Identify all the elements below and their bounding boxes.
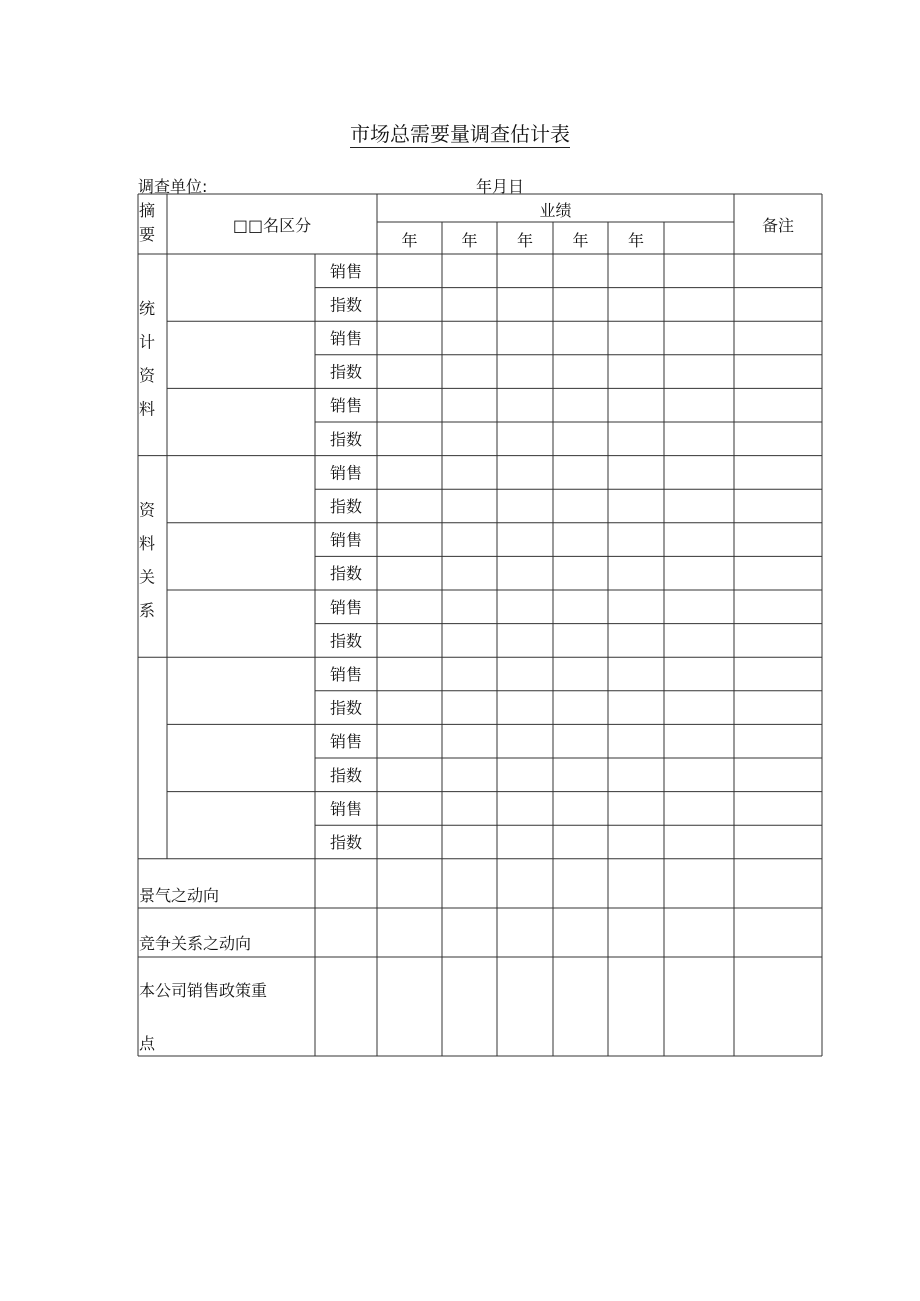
title-text: 市场总需要量调查估计表: [350, 122, 570, 146]
sales-label: 销售: [329, 329, 363, 348]
index-label: 指数: [329, 833, 363, 852]
index-label: 指数: [329, 698, 363, 718]
sales-label: 销售: [329, 463, 363, 483]
sales-label: 销售: [329, 530, 363, 550]
group-label-char: 料: [139, 534, 156, 554]
bottom-row-label: 本公司销售政策重: [139, 981, 268, 1000]
group-label-char: 料: [139, 399, 156, 419]
sales-label: 销售: [329, 732, 363, 752]
remarks-header: 备注: [761, 216, 795, 235]
index-label: 指数: [329, 631, 363, 651]
performance-header: 业绩: [539, 201, 572, 220]
group-label-char: 系: [139, 601, 156, 621]
bottom-row-label: 景气之动向: [139, 886, 220, 905]
sales-label: 销售: [329, 597, 363, 617]
index-label: 指数: [329, 497, 363, 516]
group-label-char: 统: [139, 299, 156, 318]
sales-label: 销售: [329, 261, 363, 281]
bottom-row-label: 竞争关系之动向: [139, 934, 252, 953]
index-label: 指数: [329, 362, 363, 382]
survey-unit-label: 调查单位:: [138, 177, 208, 196]
sales-label: 销售: [329, 665, 363, 684]
year-header: 年: [516, 231, 534, 250]
sales-label: 销售: [329, 396, 363, 416]
date-label: 年月日: [476, 177, 525, 196]
group-label-char: 资: [139, 500, 156, 520]
summary-header-char: 摘: [139, 201, 156, 220]
name-header: □□名区分: [232, 216, 312, 235]
index-label: 指数: [329, 429, 363, 449]
summary-header-char: 要: [139, 225, 156, 244]
sales-label: 销售: [329, 799, 363, 819]
group-label-char: 关: [139, 567, 156, 587]
bottom-row-label: 点: [139, 1034, 156, 1053]
index-label: 指数: [329, 295, 363, 315]
year-header: 年: [461, 231, 478, 250]
group-label-char: 计: [139, 332, 156, 352]
year-header: 年: [572, 231, 589, 250]
group-label-char: 资: [139, 366, 156, 385]
year-header: 年: [627, 231, 645, 250]
year-header: 年: [401, 231, 418, 250]
index-label: 指数: [329, 765, 363, 785]
index-label: 指数: [329, 564, 363, 584]
